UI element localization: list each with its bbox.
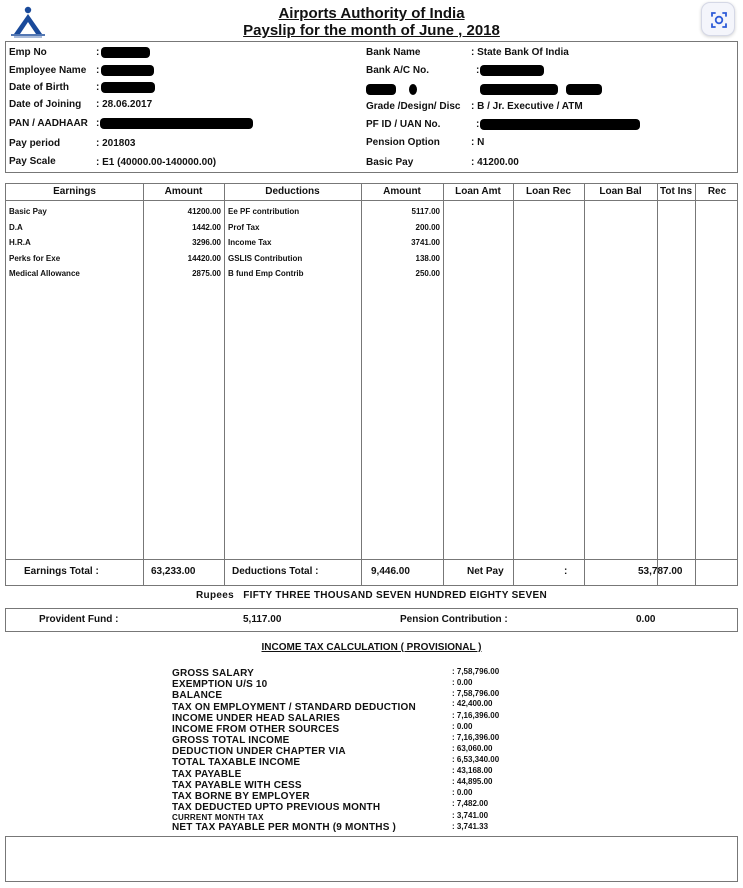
it-label: EXEMPTION U/S 10: [172, 679, 268, 690]
header-divider: [6, 200, 737, 201]
redaction-bar: [100, 118, 253, 129]
it-label: TAX PAYABLE: [172, 769, 242, 780]
deductions-total-value: 9,446.00: [371, 566, 410, 577]
deduction-amount: 3741.00: [411, 238, 440, 247]
earning-name: H.R.A: [9, 238, 31, 247]
it-label: TAX PAYABLE WITH CESS: [172, 780, 302, 791]
redaction-bar: [409, 84, 417, 95]
deductions-total-label: Deductions Total :: [232, 566, 319, 577]
it-label: INCOME UNDER HEAD SALARIES: [172, 713, 340, 724]
dob-colon: :: [96, 82, 100, 93]
pan-colon: :: [96, 118, 100, 129]
pay-table: [5, 183, 738, 586]
dob-label: Date of Birth: [9, 82, 69, 93]
column-divider: [695, 184, 696, 585]
it-value: : 6,53,340.00: [452, 755, 500, 764]
emp-no-colon: :: [96, 47, 100, 58]
it-value: : 7,58,796.00: [452, 689, 500, 698]
net-pay-label: Net Pay: [467, 566, 504, 577]
col-header-deductions: Deductions: [265, 186, 320, 197]
deduction-amount: 5117.00: [411, 207, 440, 216]
pension-option-value: : N: [471, 137, 485, 148]
earning-amount: 1442.00: [192, 223, 221, 232]
it-value: : 3,741.33: [452, 822, 489, 831]
it-value: : 3,741.00: [452, 811, 489, 820]
col-header-loan-bal: Loan Bal: [599, 186, 642, 197]
col-header-loan-amt: Loan Amt: [455, 186, 501, 197]
deduction-name: Income Tax: [228, 238, 272, 247]
it-value: : 43,168.00: [452, 766, 493, 775]
earnings-total-label: Earnings Total :: [24, 566, 99, 577]
pfid-label: PF ID / UAN No.: [366, 119, 441, 130]
it-value: : 7,16,396.00: [452, 711, 500, 720]
it-label: TAX ON EMPLOYMENT / STANDARD DEDUCTION: [172, 702, 416, 713]
footer-box: [5, 836, 738, 882]
pension-option-label: Pension Option: [366, 137, 440, 148]
column-divider: [443, 184, 444, 585]
redaction-bar: [101, 65, 154, 76]
column-divider: [224, 184, 225, 585]
it-label: TAX DEDUCTED UPTO PREVIOUS MONTH: [172, 802, 381, 813]
earnings-total-value: 63,233.00: [151, 566, 196, 577]
column-divider: [584, 184, 585, 585]
emp-no-label: Emp No: [9, 47, 47, 58]
it-value: : 7,16,396.00: [452, 733, 500, 742]
earning-name: Medical Allowance: [9, 269, 80, 278]
emp-name-label: Employee Name: [9, 65, 87, 76]
doj-value: : 28.06.2017: [96, 99, 153, 110]
it-value: : 0.00: [452, 678, 473, 687]
it-value: : 63,060.00: [452, 744, 493, 753]
bank-name-label: Bank Name: [366, 47, 421, 58]
it-label: CURRENT MONTH TAX: [172, 813, 264, 822]
redaction-bar: [366, 84, 396, 95]
earning-name: Basic Pay: [9, 207, 47, 216]
provident-fund-value: 5,117.00: [243, 614, 282, 625]
col-header-ded-amount: Amount: [383, 186, 421, 197]
redaction-bar: [480, 65, 544, 76]
pay-period-label: Pay period: [9, 138, 61, 149]
rupees-label: Rupees: [196, 590, 234, 601]
it-label: DEDUCTION UNDER CHAPTER VIA: [172, 746, 346, 757]
redaction-bar: [480, 84, 558, 95]
redaction-bar: [101, 82, 155, 93]
col-header-rec: Rec: [707, 186, 727, 197]
col-header-earn-amount: Amount: [164, 186, 203, 197]
rupees-words: FIFTY THREE THOUSAND SEVEN HUNDRED EIGHTY SEVEN: [243, 590, 547, 601]
basic-pay-value: : 41200.00: [471, 157, 519, 168]
provident-fund-label: Provident Fund :: [39, 614, 119, 625]
earning-amount: 41200.00: [187, 207, 221, 216]
redaction-bar: [566, 84, 602, 95]
earning-amount: 3296.00: [192, 238, 221, 247]
pan-label: PAN / AADHAAR: [9, 118, 88, 129]
earning-name: D.A: [9, 223, 23, 232]
col-header-loan-rec: Loan Rec: [525, 186, 571, 197]
doj-label: Date of Joining: [9, 99, 82, 110]
deduction-name: Ee PF contribution: [228, 207, 300, 216]
pay-scale-value: : E1 (40000.00-140000.00): [96, 157, 217, 168]
grade-value: : B / Jr. Executive / ATM: [471, 101, 583, 112]
deduction-amount: 200.00: [415, 223, 440, 232]
it-value: : 42,400.00: [452, 699, 493, 708]
deduction-name: Prof Tax: [228, 223, 260, 232]
earning-amount: 2875.00: [192, 269, 221, 278]
net-pay-value: 53,787.00: [638, 566, 683, 577]
bank-ac-label: Bank A/C No.: [366, 65, 429, 76]
it-label: GROSS TOTAL INCOME: [172, 735, 290, 746]
it-label: NET TAX PAYABLE PER MONTH (9 MONTHS ): [172, 822, 397, 833]
income-tax-title: INCOME TAX CALCULATION ( PROVISIONAL ): [261, 642, 482, 653]
bank-ac-colon: :: [476, 65, 480, 76]
it-label: TOTAL TAXABLE INCOME: [172, 757, 301, 768]
redaction-bar: [101, 47, 150, 58]
pay-period-value: : 201803: [96, 138, 136, 149]
payslip-title: Payslip for the month of June , 2018: [243, 22, 500, 39]
it-value: : 7,58,796.00: [452, 667, 500, 676]
amount-in-words: [0, 590, 743, 601]
col-header-earnings: Earnings: [53, 186, 96, 197]
it-label: INCOME FROM OTHER SOURCES: [172, 724, 340, 735]
deduction-name: GSLIS Contribution: [228, 254, 303, 263]
grade-label: Grade /Design/ Disc: [366, 101, 461, 112]
it-label: BALANCE: [172, 690, 223, 701]
earning-name: Perks for Exe: [9, 254, 61, 263]
net-pay-colon: :: [564, 566, 568, 577]
deduction-name: B fund Emp Contrib: [228, 269, 304, 278]
it-value: : 7,482.00: [452, 799, 489, 808]
deduction-amount: 138.00: [415, 254, 440, 263]
totals-divider: [6, 559, 737, 560]
deduction-amount: 250.00: [415, 269, 440, 278]
bank-name-value: : State Bank Of India: [471, 47, 569, 58]
pension-contribution-label: Pension Contribution :: [400, 614, 508, 625]
emp-name-colon: :: [96, 65, 100, 76]
redaction-bar: [480, 119, 640, 130]
pfid-colon: :: [476, 119, 480, 130]
it-label: GROSS SALARY: [172, 668, 255, 679]
column-divider: [513, 184, 514, 585]
it-value: : 0.00: [452, 788, 473, 797]
basic-pay-label: Basic Pay: [366, 157, 414, 168]
column-divider: [657, 184, 658, 585]
org-title: Airports Authority of India: [278, 5, 465, 22]
pension-contribution-value: 0.00: [636, 614, 656, 625]
it-value: : 0.00: [452, 722, 473, 731]
pay-scale-label: Pay Scale: [9, 156, 56, 167]
earning-amount: 14420.00: [187, 254, 221, 263]
col-header-tot-ins: Tot Ins: [659, 186, 693, 197]
it-label: TAX BORNE BY EMPLOYER: [172, 791, 310, 802]
it-value: : 44,895.00: [452, 777, 493, 786]
